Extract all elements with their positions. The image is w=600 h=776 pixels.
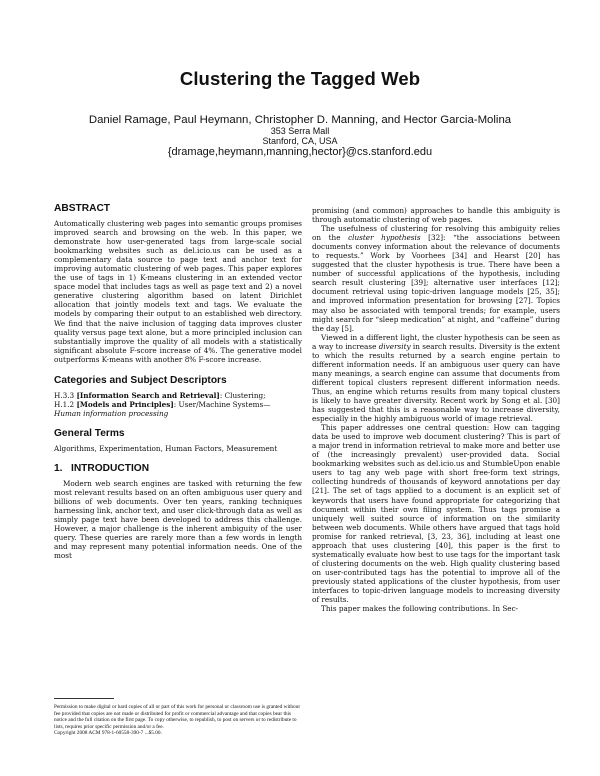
right-paragraph-3 [312, 333, 560, 423]
right-paragraph-2 [312, 224, 560, 333]
permission-notice [54, 704, 302, 737]
cat1-rest: : Clustering; [219, 390, 266, 400]
introduction-heading: 1. INTRODUCTION [54, 462, 150, 474]
permission-text: Permission to make digital or hard copies of all or part of this work for personal or classroom use is granted without fee provided that copies are not made or distributed for profit or commercial advantage and that copies bear this notice and the full citation on the first page. To copy otherwise, to republish, to post on servers or to redistribute to lists, requires prior specific permission and/or a fee. [54, 704, 300, 730]
p2-end: [32]: “the associations between documents convey information about the relevance of documents to requests.” Work by Voorhees [34] and Hearst [20] has suggested that the cluster hypothesis is true. There have been a number of successful applications of the hypothesis, including search result clustering [39]; alternative user interfaces [12]; document retrieval using topic-driven language models [25, 35]; and improved information presentation for browsing [27]. Topics may also be associated with temporal trends; for example, users might search for “sleep medication” at night, and “caffeine” during the day [5]. [312, 233, 560, 333]
cat2-title: [Models and Principles] [76, 399, 174, 409]
copyright-text: Copyright 2008 ACM 978-1-60558-390-7 ...$5.00. [54, 730, 162, 737]
p2-start: The usefulness of clustering for resolving this ambiguity relies on the [312, 224, 560, 243]
general-terms-text: Algorithms, Experimentation, Human Factors, Measurement [54, 443, 278, 453]
author-names: Daniel Ramage, Paul Heymann, Christopher D. Manning, and Hector Garcia-Molina [88, 114, 512, 126]
p2-italic: cluster hypothesis [348, 233, 421, 243]
address-city: Stanford, CA, USA [262, 136, 338, 146]
footnote-rule [54, 698, 114, 699]
p3-start: Viewed in a different light, the cluster hypothesis can be seen as a way to increase [312, 332, 560, 351]
address-street: 353 Serra Mall [270, 126, 330, 136]
left-column [54, 203, 302, 560]
right-column [312, 206, 560, 613]
cat2-rest: : User/Machine Systems— [173, 399, 271, 409]
author-email: {dramage,heymann,manning,hector}@cs.stanford.edu [167, 146, 433, 158]
p3-end: in search results. Diversity is the extent to which the results returned by a search engine pertain to different information needs. If an ambiguous user query can have many meanings, a search engine can assume that documents from different topical clusters represent different information needs. Thus, an engine which returns results from many topical clusters is likely to have greater diversity. Recent work by Song et al. [30] has suggested that this is a reasonable way to increase diversity, especially in the highly ambiguous world of image retrieval. [312, 341, 560, 424]
cat2-code: H.1.2 [54, 399, 77, 409]
abstract-text: Automatically clustering web pages into semantic groups promises improved search and browsing on the web. In this paper, we demonstrate how user-generated tags from large-scale social bookmarking websites such as del.icio.us can be used as a complementary data source to page text and anchor text for improving automatic clustering of web pages. This paper explores the use of tags in 1) K-means clustering in an extended vector space model that includes tags as well as page text and 2) a novel generative clustering algorithm based on latent Dirichlet allocation that jointly models text and tags. We evaluate the models by comparing their output to an established web directory. We find that the naive inclusion of tagging data improves cluster quality versus page text alone, but a more principled inclusion can substantially improve the quality of all models with a statistically significant absolute F-score increase of 4%. The generative model outperforms K-means with another 8% F-score increase. [54, 219, 302, 364]
author-block [0, 114, 600, 159]
categories-text [54, 391, 302, 418]
cat2-italic: Human information processing [54, 408, 169, 418]
introduction-text: Modern web search engines are tasked with returning the few most relevant results based on an often ambiguous user query and billions of web documents. Over ten years, ranking techniques harnessing link, anchor text, and user click-through data as well as simply page text have been developed to address this challenge. However, a major challenge is the inherent ambiguity of the user query. These queries are rarely more than a few words in length and may represent many potential information needs. One of the most [54, 478, 302, 561]
cat1-title: [Information Search and Retrieval] [76, 390, 220, 400]
right-paragraph-5: This paper makes the following contributions. In Sec- [321, 604, 519, 614]
paper-title: Clustering the Tagged Web [179, 68, 421, 89]
right-paragraph-4: This paper addresses one central question: How can tagging data be used to improve web document clustering? This is part of a major trend in information retrieval to make more and better use of (the increasingly prevalent) user-provided data. Social bookmarking websites such as del.icio.us and StumbleUpon enable users to tag any web page with short free-form text strings, collecting hundreds of thousands of keyword annotations per day [21]. The set of tags applied to a document is an explicit set of keywords that users have found appropriate for categorizing that document within their own filing system. Thus tags promise a uniquely well suited source of information on the similarity between web documents. While others have argued that tags hold promise for ranked retrieval, [3, 23, 36], including at least one approach that uses clustering [40], this paper is the first to systematically evaluate how best to use tags for the important task of clustering documents on the web. High quality clustering based on user-contributed tags has the potential to improve all of the previously stated applications of the cluster hypothesis, from user interfaces to topic-driven language models to increasing diversity of results. [312, 423, 560, 605]
abstract-heading: ABSTRACT [54, 203, 111, 214]
right-paragraph-1: promising (and common) approaches to handle this ambiguity is through automatic clustering of web pages. [312, 206, 560, 225]
general-terms-heading: General Terms [54, 427, 125, 439]
cat1-code: H.3.3 [54, 390, 77, 400]
p3-italic: diversity [378, 341, 411, 351]
categories-heading: Categories and Subject Descriptors [54, 374, 227, 386]
